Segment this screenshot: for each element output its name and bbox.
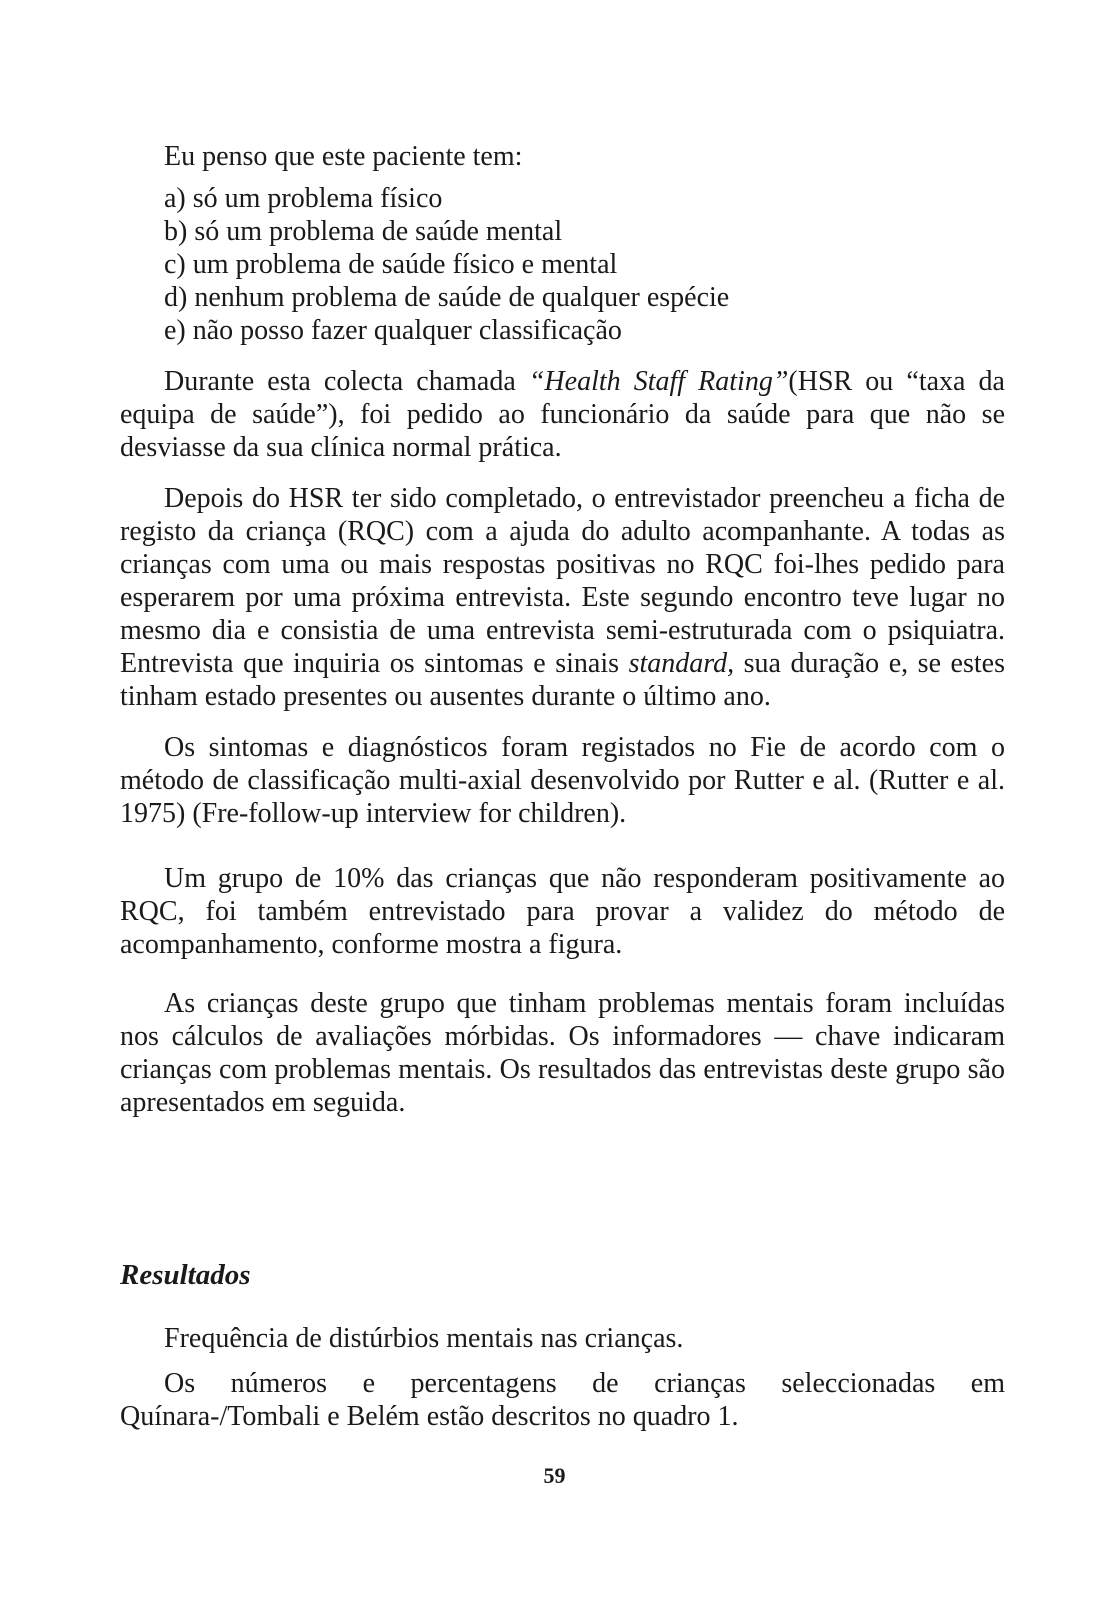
option-c: c) um problema de saúde físico e mental — [164, 249, 618, 280]
option-e: e) não posso fazer qualquer classificação — [164, 315, 622, 346]
question-intro: Eu penso que este paciente tem: — [164, 141, 523, 172]
paragraph-hsr-start: Durante esta colecta chamada — [164, 366, 529, 397]
page-number: 59 — [543, 1463, 566, 1488]
results-line-1: Frequência de distúrbios mentais nas crianças. — [164, 1323, 684, 1354]
paragraph-rqc — [120, 482, 1005, 713]
page-body — [120, 140, 1005, 1451]
paragraph-symptoms: Os sintomas e diagnósticos foram registados no Fie de acordo com o método de classificação multi-axial desenvolvido por Rutter e al. (Rutter e al. 1975) (Fre-follow-up interview for children). — [120, 732, 1005, 829]
paragraph-results-intro: As crianças deste grupo que tinham problemas mentais foram incluídas nos cálculos de avaliações mórbidas. Os informadores — chave indicaram crianças com problemas mentais. Os resultados das entrevistas deste grupo são apresentados em seguida. — [120, 988, 1005, 1118]
paragraph-group: Um grupo de 10% das crianças que não responderam positivamente ao RQC, foi também entrevistado para provar a validez do método de acompanhamento, conforme mostra a figura. — [120, 863, 1005, 960]
paragraph-rqc-start: Depois do HSR ter sido completado, o entrevistador preencheu a ficha de registo da criança (RQC) com a ajuda do adulto acompanhante. A todas as crianças com uma ou mais respostas positivas no RQC foi-lhes pedido para esperarem por uma próxima entrevista. Este segundo encontro teve lugar no mesmo dia e consistia de uma entrevista semi-estruturada com o psiquiatra. Entrevista que inquiria os sintomas e sinais — [120, 483, 1005, 679]
option-a: a) só um problema físico — [164, 183, 443, 214]
paragraph-hsr — [120, 365, 1005, 464]
paragraph-rqc-end: sua duração e, se estes tinham estado presentes ou ausentes durante o último ano. — [120, 648, 1005, 712]
section-title: Resultados — [120, 1259, 251, 1291]
paragraph-hsr-term: “Health Staff Rating” — [528, 366, 789, 397]
option-b: b) só um problema de saúde mental — [164, 216, 563, 247]
answer-options — [164, 182, 1005, 347]
paragraph-hsr-end: (HSR ou “taxa da equipa de saúde”), foi pedido ao funcionário da saúde para que não se desviasse da sua clínica normal prática. — [120, 366, 1005, 463]
option-d: d) nenhum problema de saúde de qualquer espécie — [164, 282, 730, 313]
paragraph-rqc-term: standard, — [628, 648, 735, 679]
results-line-2: Os números e percentagens de crianças seleccionadas em Quínara-/Tombali e Belém estão descritos no quadro 1. — [120, 1368, 1005, 1432]
